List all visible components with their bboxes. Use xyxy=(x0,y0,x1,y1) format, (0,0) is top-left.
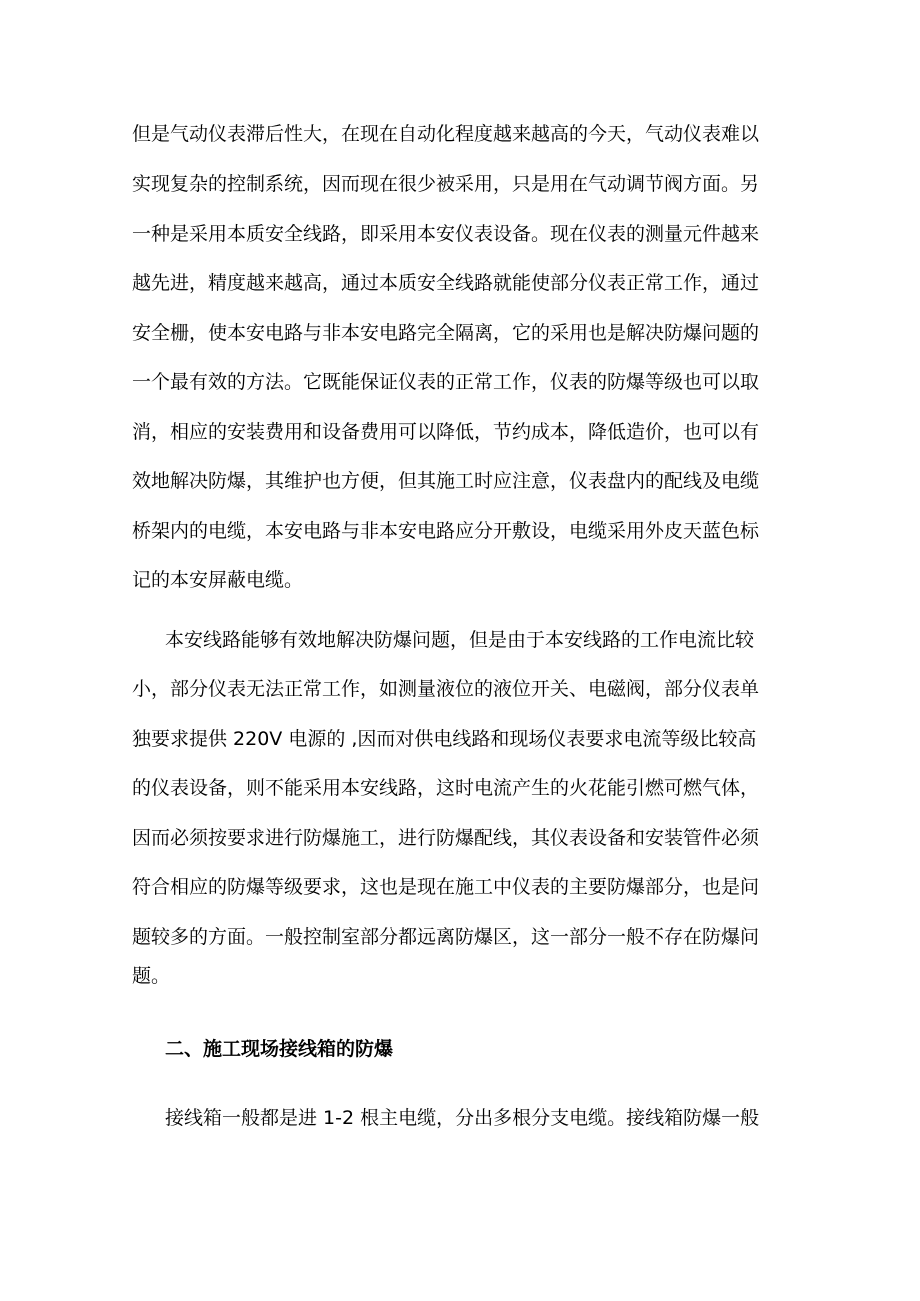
paragraph-line: 的仪表设备，则不能采用本安线路，这时电流产生的火花能引燃可燃气体， xyxy=(132,777,760,799)
paragraph-line: 记的本安屏蔽电缆。 xyxy=(132,569,304,591)
paragraph-line: 一种是采用本质安全线路，即采用本安仪表设备。现在仪表的测量元件越来 xyxy=(132,223,760,245)
paragraph-line: 题较多的方面。一般控制室部分都远离防爆区，这一部分一般不存在防爆问 xyxy=(132,926,760,948)
paragraph-line: 因而必须按要求进行防爆施工，进行防爆配线，其仪表设备和安装管件必须 xyxy=(132,827,760,849)
paragraph-line: 安全栅，使本安电路与非本安电路完全隔离，它的采用也是解决防爆问题的 xyxy=(132,322,760,344)
paragraph-line: 一个最有效的方法。它既能保证仪表的正常工作，仪表的防爆等级也可以取 xyxy=(132,371,760,393)
paragraph-line: 独要求提供 220V 电源的 ,因而对供电线路和现场仪表要求电流等级比较高 xyxy=(132,728,757,750)
paragraph-line: 桥架内的电缆，本安电路与非本安电路应分开敷设，电缆采用外皮天蓝色标 xyxy=(132,520,760,542)
paragraph-line: 小，部分仪表无法正常工作，如测量液位的液位开关、电磁阀，部分仪表单 xyxy=(132,678,760,700)
paragraph-line: 越先进，精度越来越高，通过本质安全线路就能使部分仪表正常工作，通过 xyxy=(132,272,760,294)
paragraph-line: 实现复杂的控制系统，因而现在很少被采用，只是用在气动调节阀方面。另 xyxy=(132,173,760,195)
paragraph-line: 消，相应的安装费用和设备费用可以降低，节约成本，降低造价，也可以有 xyxy=(132,421,760,443)
paragraph-line: 但是气动仪表滞后性大，在现在自动化程度越来越高的今天，气动仪表难以 xyxy=(132,123,760,145)
paragraph-line: 效地解决防爆，其维护也方便，但其施工时应注意，仪表盘内的配线及电缆 xyxy=(132,470,760,492)
paragraph-line: 题。 xyxy=(132,965,171,987)
section-heading: 二、施工现场接线箱的防爆 xyxy=(165,1038,394,1060)
paragraph-line: 接线箱一般都是进 1-2 根主电缆，分出多根分支电缆。接线箱防爆一般 xyxy=(165,1107,760,1129)
paragraph-line: 符合相应的防爆等级要求，这也是现在施工中仪表的主要防爆部分，也是问 xyxy=(132,876,760,898)
paragraph-line: 本安线路能够有效地解决防爆问题，但是由于本安线路的工作电流比较 xyxy=(165,629,755,651)
